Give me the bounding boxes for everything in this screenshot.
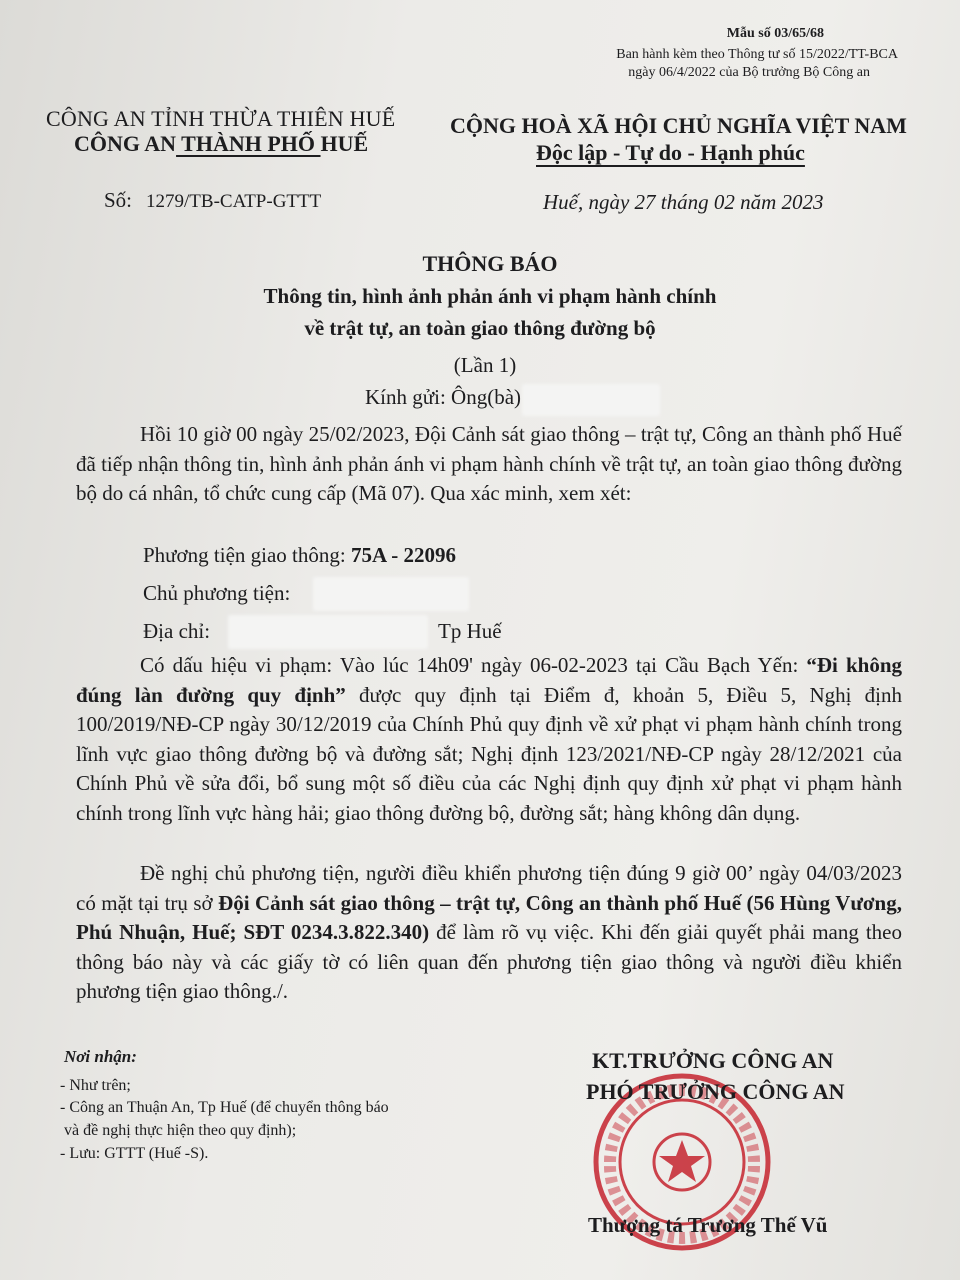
address-row [143,619,502,644]
document-number-label: Số: [104,188,133,212]
owner-row [143,581,290,606]
violation-intro: Có dấu hiệu vi phạm: Vào lúc 14h09' ngày 06-02-2023 tại Cầu Bạch Yến: [140,653,807,677]
org-name-part-3: HUẾ [320,131,369,156]
violation-legal-basis: được quy định tại Điểm đ, khoản 5, Điều 5, Nghị định 100/2019/NĐ-CP ngày 30/12/2019 của Chính Phủ quy định về xử phạt vi phạm hành chính trong lĩnh vực giao thông đường bộ và đường sắt; Nghị định 123/2021/NĐ-CP ngày 28/12/2021 của Chính Phủ về sửa đổi, bổ sung một số điều của các Nghị định quy định xử phạt vi phạm hành chính trong lĩnh vực hàng hải; giao thông đường bộ, đường sắt; hàng không dân dụng. [76,682,903,825]
body-paragraph-intake [76,420,902,509]
document-subtitle-line-2: về trật tự, an toàn giao thông đường bộ [304,316,656,340]
signer-role-line-1: KT.TRƯỞNG CÔNG AN [592,1048,834,1073]
vehicle-row [143,543,456,568]
issuing-organization [74,131,368,157]
recipient-line-4: - Lưu: GTTT (Huế -S). [60,1145,209,1162]
recipient-line-3: và đề nghị thực hiện theo quy định); [64,1122,297,1139]
address-label: Địa chỉ: [143,619,211,643]
signer-role-line-2: PHÓ TRƯỞNG CÔNG AN [586,1079,845,1104]
recipient-line-2: - Công an Thuận An, Tp Huế (để chuyển thông báo [60,1099,389,1116]
intake-text: Hồi 10 giờ 00 ngày 25/02/2023, Đội Cảnh sát giao thông – trật tự, Công an thành phố Huế đã tiếp nhận thông tin, hình ảnh phản ánh vi phạm hành chính về trật tự, an toàn giao thông đường bộ do cá nhân, tổ chức cung cấp (Mã 07). Qua xác minh, xem xét: [76,422,902,505]
parent-organization: CÔNG AN TỈNH THỪA THIÊN HUẾ [46,106,396,131]
vehicle-plate: 75A - 22096 [350,543,456,567]
signer-name: Thượng tá Trương Thế Vũ [588,1213,828,1237]
notice-count: (Lần 1) [453,353,517,377]
addressee-greeting: Kính gửi: Ông(bà) [365,385,522,409]
vehicle-label: Phương tiện giao thông: [143,543,351,567]
redacted-addressee-name [522,384,660,416]
summons-location: Đội Cảnh sát giao thông – trật tự, Công an thành phố Huế (56 Hùng Vương, Phú Nhuận, Huế; SĐT 0234.3.822.340) [76,890,902,944]
form-reference-line-1: Ban hành kèm theo Thông tư số 15/2022/TT-BCA [616,47,898,62]
org-name-part-2: THÀNH PHỐ [176,131,321,156]
address-city: Tp Huế [438,619,502,643]
form-reference-line-2: ngày 06/4/2022 của Bộ trưởng Bộ Công an [628,65,870,80]
recipient-line-1: - Như trên; [60,1077,131,1094]
redacted-address [228,615,428,649]
document-title: THÔNG BÁO [422,251,558,276]
body-paragraph-summons [76,859,902,1007]
redacted-owner-name [313,577,469,611]
document-number [104,188,321,213]
document-subtitle-line-1: Thông tin, hình ảnh phản ánh vi phạm hành chính [263,284,717,308]
body-paragraph-violation [76,651,902,828]
recipients-heading: Nơi nhận: [64,1047,137,1066]
place-and-date: Huế, ngày 27 tháng 02 năm 2023 [543,190,824,214]
org-name-part-1: CÔNG AN [74,131,177,156]
national-title: CỘNG HOÀ XÃ HỘI CHỦ NGHĨA VIỆT NAM [450,113,907,138]
national-motto: Độc lập - Tự do - Hạnh phúc [536,140,805,165]
owner-label: Chủ phương tiện: [143,581,291,605]
document-number-value: 1279/TB-CATP-GTTT [146,191,322,212]
summons-instructions: để làm rõ vụ việc. Khi đến giải quyết phải mang theo thông báo này và các giấy tờ có liên quan đến phương tiện giao thông và người điều khiển phương tiện giao thông./. [76,920,903,1003]
form-number: Mẫu số 03/65/68 [726,26,824,41]
summons-intro: Đề nghị chủ phương tiện, người điều khiển phương tiện đúng 9 giờ 00’ ngày 04/03/2023 có mặt tại trụ sở [76,861,902,915]
violation-name: “Đi không đúng làn đường quy định” [76,653,902,707]
